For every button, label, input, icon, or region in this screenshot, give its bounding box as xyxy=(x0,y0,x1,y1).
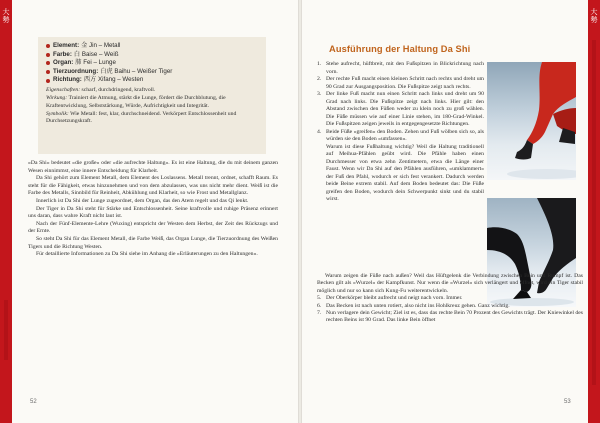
bullet-icon xyxy=(46,70,50,74)
step-number: 1. xyxy=(317,61,322,67)
body-paragraph: Da Shi gehört zum Element Metall, dem Element des Loslassens. Metall trennt, ordnet, schafft Raum. Es steht für die Fähigkeit, etwas hinzunehmen und von dem abzulassen, was uns nicht mehr dient. Weiß ist die Farbe des Metalls, Sinnbild für Reinheit, Abkühlung und Klarheit, so wie Frost und Metallglanz. xyxy=(28,175,278,197)
note-label: Symbolik: xyxy=(46,110,69,117)
info-value: 西方 Xifang – Westen xyxy=(83,76,144,84)
info-item-color xyxy=(46,51,258,60)
step-item xyxy=(317,310,583,325)
info-item-organ xyxy=(46,59,258,68)
right-body-text xyxy=(317,273,583,325)
bullet-icon xyxy=(46,79,50,83)
note-label: Wirkung: xyxy=(46,95,68,102)
body-paragraph: Der Tiger in Da Shi steht für Stärke und Entschlossenheit. Seine kraftvolle und ruhige Präsenz erinnert uns daran, dass wahre Kraft nicht laut ist. xyxy=(28,205,278,220)
right-red-strip xyxy=(588,0,600,423)
left-red-strip xyxy=(0,0,12,423)
info-key: Farbe: xyxy=(53,50,72,58)
step-number: 4. xyxy=(317,128,322,135)
info-value: 白 Baise – Weiß xyxy=(73,50,119,58)
info-value: 肺 Fei – Lunge xyxy=(75,59,116,67)
section-heading: Ausführung der Haltung Da Shi xyxy=(329,44,471,54)
right-page xyxy=(302,0,600,423)
step-text: Stehe aufrecht, hüftbreit, mit den Fußspitzen in Blickrichtung nach vorn. xyxy=(326,61,484,75)
step-text: Warum ist diese Fußhaltung wichtig? Weil die Haltung traditionell auf Meihua-Pfählen geübt wird. Die Pfähle haben einen Durchmesser von etwa zehn Zentimetern, etwa die Länge einer Faust. Wenn wir Da Shi auf den Pfählen ausführen, »umklammert« der Fuß den Pfahl, wodurch er sich fest verankert. Dadurch werden beide Beine extrem stabil. Auf dem Boden bedeutet das: Die Füße greifen den Boden, wodurch dein Schwerpunkt sinkt und du stabil wirst. xyxy=(326,143,484,202)
step-number: 3. xyxy=(317,91,322,97)
step-item xyxy=(317,129,484,144)
step-explanation xyxy=(317,144,484,204)
page-number-right: 53 xyxy=(564,399,571,405)
info-item-animal xyxy=(46,68,258,77)
note-symbolism xyxy=(46,111,258,126)
note-label: Eigenschaften: xyxy=(46,86,81,93)
body-paragraph: Warum zeigen die Füße nach außen? Weil das Hüftgelenk die Verbindung zwischen Bein und Rumpf ist. Das Becken gilt als »Wurzel« der Kampfkunst. Nur wenn die »Wurzel« sich verlängert und öffnet, wird ein Tiger stabil möglich und nur so kann sich Kung-Fu weiterentwickeln. xyxy=(317,273,583,294)
step-number: 7. xyxy=(317,310,322,317)
body-paragraph: So steht Da Shi für das Element Metall, die Farbe Weiß, das Organ Lunge, die Tierzuordnung des Weißen Tigers und die Richtung Westen. xyxy=(28,235,278,250)
step-text: Beide Füße »greifen« den Boden. Zehen und Fuß wölben sich so, als würden sie den Boden »umfassen«. xyxy=(326,128,484,142)
step-text: Das Becken ist nach unten rotiert, also nicht ins Hohlkreuz gehen. Ganz wichtig. xyxy=(326,302,510,309)
step-item xyxy=(317,61,484,76)
bullet-icon xyxy=(46,61,50,65)
step-number: 2. xyxy=(317,76,322,82)
left-strip-glyph: 大 勢 xyxy=(2,8,10,24)
step-item xyxy=(317,295,583,302)
info-item-element xyxy=(46,42,258,51)
step-item xyxy=(317,91,484,129)
info-value: 金 Jin – Metall xyxy=(81,42,121,49)
brush-stroke-decoration xyxy=(4,300,8,360)
steps-list-continued xyxy=(317,295,583,325)
photo-stance-red-pants xyxy=(487,62,576,180)
page-number-left: 52 xyxy=(30,399,37,405)
note-text: Trainiert die Atmung, stärkt die Lunge, fördert die Durchblutung, die Kraftentwicklung, Selbststärkung, Würde, Aufrichtigkeit und Integrität. xyxy=(46,95,226,109)
info-key: Element: xyxy=(53,42,80,49)
body-paragraph: Für detaillierte Informationen zu Da Shi siehe im Anhang die »Erläuterungen zu den Haltungen«. xyxy=(36,251,258,258)
info-key: Tierzuordnung: xyxy=(53,67,99,75)
step-text: Der rechte Fuß macht einen kleinen Schritt nach rechts und dreht um 90 Grad zur Ausgangsposition. Die Fußspitze zeigt nach rechts. xyxy=(326,76,484,90)
note-properties xyxy=(46,87,258,94)
info-key: Organ: xyxy=(53,59,74,67)
bullet-icon xyxy=(46,53,50,57)
info-notes xyxy=(46,87,258,125)
element-info-list xyxy=(46,42,258,85)
step-text: Der linke Fuß macht nun einen Schritt nach links und dreht um 90 Grad nach links. Die Fußspitze zeigt nach links. Hier gilt: den Abstand zwischen den Füßen weder zu klein noch zu groß wählen. Die Füße müssen wie auf einer Linie stehen, im 180-Grad-Winkel. Die Fußspitzen zeigen jeweils in entgegengesetzte Richtungen. xyxy=(326,91,484,127)
photo-illustration xyxy=(487,62,576,180)
bullet-icon xyxy=(46,44,50,48)
step-number xyxy=(317,144,326,204)
step-item xyxy=(317,76,484,91)
brush-stroke-decoration xyxy=(592,40,596,385)
body-paragraph: Innerlich ist Da Shi der Lunge zugeordnet, dem Organ, das den Atem regelt und das Qi lenkt. xyxy=(36,197,249,204)
step-number: 6. xyxy=(317,302,322,309)
left-body-text xyxy=(28,160,278,259)
body-paragraph: Nach der Fünf-Elemente-Lehre (Wuxing) entspricht der Westen dem Herbst, der Zeit des Rückzugs und der Ernte. xyxy=(28,220,278,235)
info-item-direction xyxy=(46,76,258,85)
info-value: 白虎 Baihu – Weißer Tiger xyxy=(100,67,173,75)
body-paragraph: »Da Shi« bedeutet »die große« oder »die aufrechte Haltung«. Es ist eine Haltung, die du mit deinem ganzen Wesen einnimmst, eine innere Entscheidung für Klarheit. xyxy=(28,160,278,174)
left-page xyxy=(0,0,298,423)
right-strip-glyph: 大 勢 xyxy=(590,8,598,24)
note-text: scharf, durchdringend, kraftvoll. xyxy=(80,86,156,93)
step-number: 5. xyxy=(317,295,322,302)
step-item xyxy=(317,303,583,310)
element-info-box xyxy=(38,37,266,154)
info-key: Richtung: xyxy=(53,76,82,84)
step-text: Nun verlagere dein Gewicht; Ziel ist es, dass das rechte Bein 70 Prozent des Gewichts trägt. Der Kniewinkel des rechten Beins ist 90 Grad. Das linke Bein öffnet xyxy=(326,310,583,324)
step-text: Der Oberkörper bleibt aufrecht und neigt nach vorn. Immer. xyxy=(326,295,463,302)
note-effect xyxy=(46,95,258,110)
steps-list xyxy=(317,61,484,204)
note-text: Wie Metall: fest, klar, durchschneidend. Verkörpert Entschlossenheit und Durchsetzungskraft. xyxy=(46,110,237,125)
